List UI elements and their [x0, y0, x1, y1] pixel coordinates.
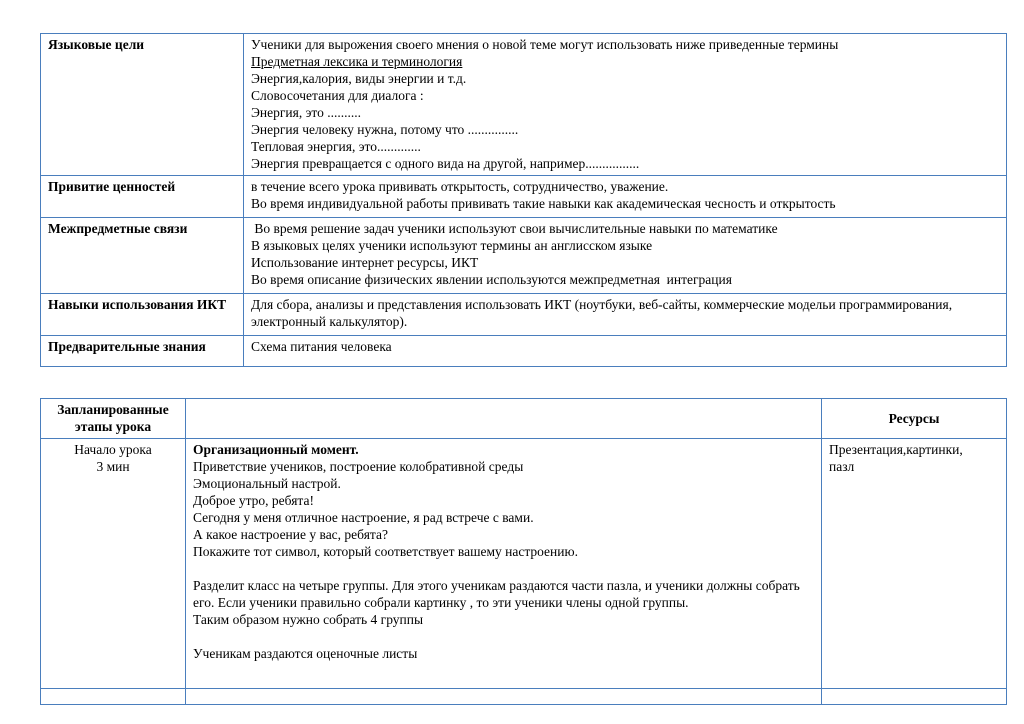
text-line: Сегодня у меня отличное настроение, я рад встрече с вами.	[193, 510, 534, 525]
table-row-prior-knowledge	[41, 336, 1007, 367]
text-line: в течение всего урока прививать открытость, сотрудничество, уважение.	[251, 179, 669, 194]
plan-header-row	[41, 399, 1007, 439]
text-line	[193, 628, 814, 645]
row-content-cross-subject	[244, 218, 1007, 294]
text-line: Презентация,картинки,	[829, 442, 963, 457]
text-line: Во время индивидуальной работы прививать такие навыки как академическая чесность и открытость	[251, 196, 836, 211]
row-label-ict-skills: Навыки использования ИКТ	[41, 294, 244, 336]
plan-resources-cell	[822, 439, 1007, 689]
plan-header-stages: Запланированные этапы урока	[41, 399, 186, 439]
row-content-ict-skills	[244, 294, 1007, 336]
text-line: пазл	[829, 459, 855, 474]
text-line: Приветствие учеников, построение колобративной среды	[193, 459, 524, 474]
text-line: Доброе утро, ребята!	[193, 493, 314, 508]
row-label-values: Привитие ценностей	[41, 176, 244, 218]
text-line: Начало урока	[74, 442, 152, 457]
table-row-cross-subject	[41, 218, 1007, 294]
plan-header-resources: Ресурсы	[822, 399, 1007, 439]
text-line: Ученики для вырожения своего мнения о новой теме могут использовать ниже приведенные термины	[251, 37, 839, 52]
lesson-plan-table	[40, 398, 1007, 705]
text-line: Использование интернет ресурсы, ИКТ	[251, 255, 479, 270]
text-line: Энергия, это ..........	[251, 105, 361, 120]
plan-empty-row	[41, 689, 1007, 705]
text-line: Для сбора, анализы и представления использовать ИКТ (ноутбуки, веб-сайты, коммерческие модельи программирования, электронный калькулятор).	[251, 297, 956, 329]
table-row-language-goals	[41, 34, 1007, 176]
plan-activity-cell	[186, 439, 822, 689]
text-line: Во время описание физических явлении используются межпредметная интеграция	[251, 272, 732, 287]
text-line: Таким образом нужно собрать 4 группы	[193, 612, 424, 627]
text-line: В языковых целях ученики используют термины ан англисском языке	[251, 238, 653, 253]
text-line: Энергия превращается с одного вида на другой, например................	[251, 156, 640, 171]
plan-empty-activity-cell	[186, 689, 822, 705]
text-line: Ученикам раздаются оценочные листы	[193, 646, 418, 661]
plan-empty-resources-cell	[822, 689, 1007, 705]
plan-stage-cell	[41, 439, 186, 689]
text-line: Энергия,калория, виды энергии и т.д.	[251, 71, 467, 86]
plan-empty-stage-cell	[41, 689, 186, 705]
text-line: Разделит класс на четыре группы. Для этого ученикам раздаются части пазла, и ученики должны собрать его. Если ученики правильно собрали картинку , то эти ученики члены одной группы.	[193, 578, 804, 610]
lesson-meta-table	[40, 33, 1007, 367]
table-row-values	[41, 176, 1007, 218]
text-line: А какое настроение у вас, ребята?	[193, 527, 388, 542]
row-label-cross-subject: Межпредметные связи	[41, 218, 244, 294]
text-line: Во время решение задач ученики используют свои вычислительные навыки по математике	[251, 221, 778, 236]
text-line: Организационный момент.	[193, 442, 359, 457]
plan-row-lesson-start	[41, 439, 1007, 689]
text-line: Энергия человеку нужна, потому что ...............	[251, 122, 519, 137]
row-label-language-goals: Языковые цели	[41, 34, 244, 176]
text-line: Тепловая энергия, это.............	[251, 139, 421, 154]
text-line: Схема питания человека	[251, 339, 392, 354]
row-content-language-goals	[244, 34, 1007, 176]
text-line	[193, 560, 814, 577]
text-line: 3 мин	[96, 459, 130, 474]
plan-header-activities	[186, 399, 822, 439]
text-line: Словосочетания для диалога :	[251, 88, 424, 103]
row-content-prior-knowledge	[244, 336, 1007, 367]
text-line: Эмоциональный настрой.	[193, 476, 341, 491]
row-label-prior-knowledge: Предварительные знания	[41, 336, 244, 367]
text-line: Покажите тот символ, который соответствует вашему настроению.	[193, 544, 578, 559]
table-row-ict-skills	[41, 294, 1007, 336]
text-line: Предметная лексика и терминология	[251, 54, 463, 69]
row-content-values	[244, 176, 1007, 218]
